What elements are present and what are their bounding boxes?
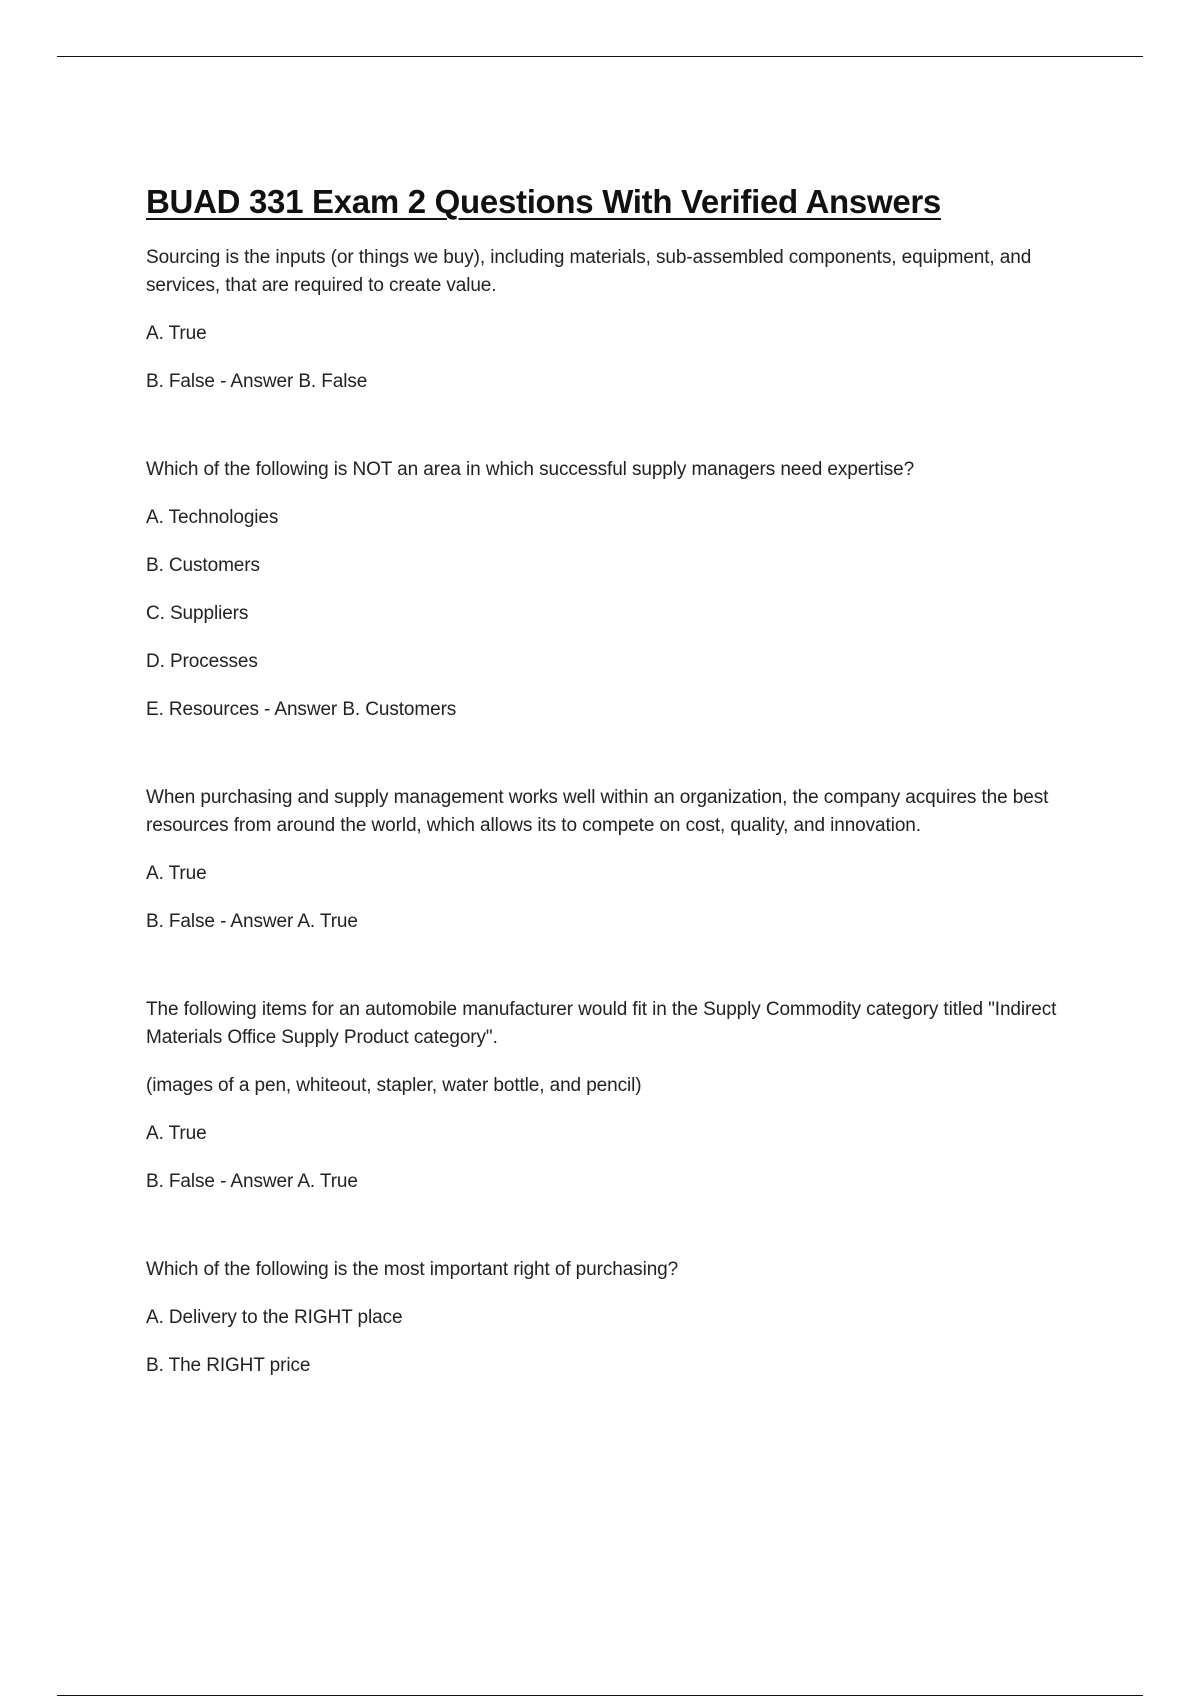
question-spacer (146, 744, 1086, 784)
answer-option: A. True (146, 323, 207, 344)
document-title: BUAD 331 Exam 2 Questions With Verified Answers (146, 183, 941, 220)
question-prompt: When purchasing and supply management works well within an organization, the company acquires the best resources from around the world, which allows its to compete on cost, quality, and innovation. (146, 787, 1049, 836)
top-rule (57, 56, 1143, 57)
answer-option: B. False - Answer B. False (146, 371, 368, 392)
question-prompt: Which of the following is NOT an area in which successful supply managers need expertise? (146, 459, 915, 480)
question-block (146, 996, 1086, 1196)
question-block (146, 784, 1086, 936)
question-note: (images of a pen, whiteout, stapler, water bottle, and pencil) (146, 1075, 642, 1096)
question-spacer (146, 956, 1086, 996)
answer-option: A. Technologies (146, 507, 279, 528)
answer-option: A. True (146, 863, 207, 884)
question-block (146, 456, 1086, 724)
question-block (146, 244, 1086, 396)
question-prompt: Which of the following is the most important right of purchasing? (146, 1259, 679, 1280)
question-prompt: Sourcing is the inputs (or things we buy), including materials, sub-assembled components, equipment, and services, that are required to create value. (146, 247, 1032, 296)
answer-option: B. False - Answer A. True (146, 911, 358, 932)
answer-option: B. False - Answer A. True (146, 1171, 358, 1192)
question-spacer (146, 416, 1086, 456)
question-block (146, 1256, 1086, 1380)
answer-option: B. The RIGHT price (146, 1355, 311, 1376)
question-spacer (146, 1216, 1086, 1256)
bottom-rule (57, 1695, 1143, 1696)
answer-option: D. Processes (146, 651, 258, 672)
answer-option: E. Resources - Answer B. Customers (146, 699, 457, 720)
answer-option: C. Suppliers (146, 603, 249, 624)
document-body (146, 178, 1086, 1400)
question-prompt: The following items for an automobile manufacturer would fit in the Supply Commodity category titled "Indirect Materials Office Supply Product category". (146, 999, 1057, 1048)
answer-option: A. True (146, 1123, 207, 1144)
answer-option: A. Delivery to the RIGHT place (146, 1307, 403, 1328)
answer-option: B. Customers (146, 555, 260, 576)
